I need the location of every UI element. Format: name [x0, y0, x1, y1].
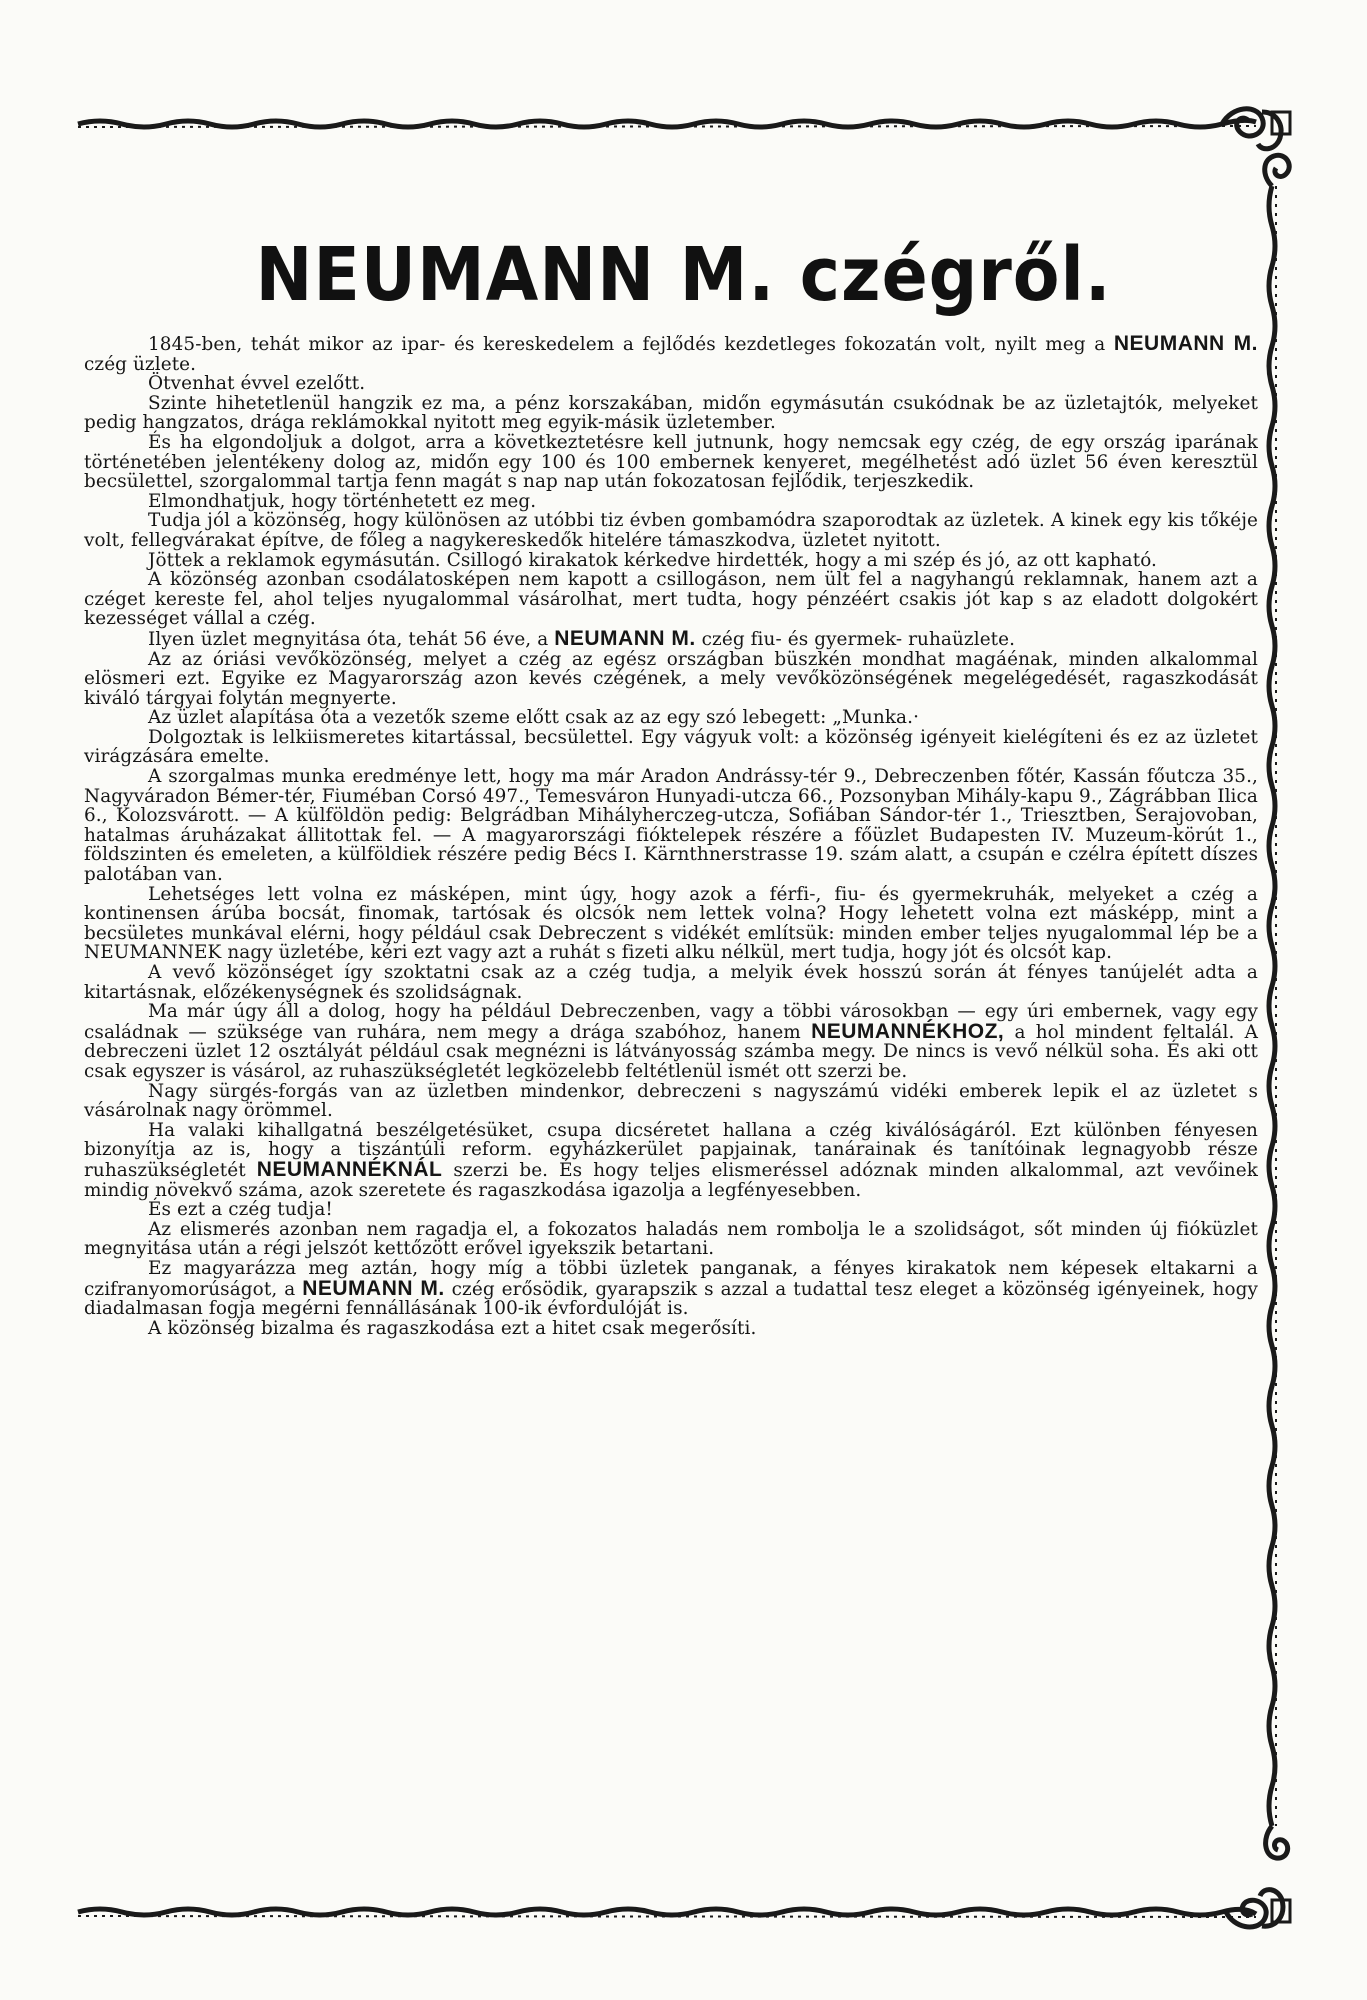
article-paragraph: Tudja jól a közönség, hogy különösen az utóbbi tiz évben gombamódra szaporodtak az üzletek. A kinek egy kis tőkéje volt, fellegvárakat építve, de főleg a nagykereskedők hitelére támaszkodva, üzletet nyitott.: [84, 510, 1258, 551]
paragraph-text: czég fiu- és gyermek- ruhaüzlete.: [695, 628, 1016, 650]
article-paragraph: Az üzlet alapítása óta a vezetők szeme előtt csak az az egy szó lebegett: „Munka.·: [148, 707, 920, 729]
paragraph-text: Ilyen üzlet megnyitása óta, tehát 56 éve, a: [148, 628, 555, 650]
article-paragraph: [84, 1121, 1258, 1200]
article-paragraph: Jöttek a reklamok egymásután. Csillogó kirakatok kérkedve hirdették, hogy a mi szép és jó, az ott kapható.: [148, 549, 1158, 571]
article-paragraph: Szinte hihetetlenül hangzik ez ma, a pénz korszakában, midőn egymásután csukódnak be az üzletajtók, melyeket pedig hangzatos, drága reklámokkal nyitott meg egyik-másik üzletember.: [84, 392, 1258, 434]
paragraph-text: czég üzlete.: [84, 353, 197, 375]
company-name: NEUMANN M.: [302, 1276, 445, 1300]
article-paragraph: És ha elgondoljuk a dolgot, arra a következtetésre kell jutnunk, hogy nemcsak egy czég, de egy ország iparának történetében jelentékeny dolog az, midőn egy 100 és 100 embernek kenyeret, megélhetést adó üzlet 56 éven keresztül becsülettel, szorgalommal tartja fenn magát s nap nap után fokozatosan fejlődik, terjeszkedik.: [84, 431, 1258, 493]
company-name: NEUMANN M.: [1113, 332, 1258, 355]
paragraph-text: a hol mindent feltalál. A debreczeni üzlet 12 osztályát például csak megnézni is látványosság számba megy. De nincs is vevő nélkül soha. És aki ott csak egyszer is vásárol, az ruhaszükségletét legközelebb feltétlenül ismét ott szerzi be.: [84, 1021, 1258, 1082]
article-paragraph: A vevő közönséget így szoktatni csak az a czég tudja, a melyik évek hosszú során át fényes tanújelét adta a kitartásnak, előzékenységnek és szolidságnak.: [84, 962, 1258, 1003]
company-name: NEUMANNÉKNÁL: [256, 1157, 443, 1181]
paragraph-text: 1845-ben, tehát mikor az ipar- és kereskedelem a fejlődés kezdetleges fokozatán volt, nyilt meg a: [148, 334, 1114, 355]
article-paragraph: Az az óriási vevőközönség, melyet a czég az egész országban büszkén mondhat magáénak, minden alkalommal elösmeri ezt. Egyike ez Magyarország azon kevés czégének, a mely vevőközönségének megelégedését, ragaszkodását kiváló tárgyai folytán megnyerte.: [84, 648, 1258, 709]
article-paragraph: A közönség azonban csodálatosképen nem kapott a csillogáson, nem ült fel a nagyhangú reklamnak, hanem azt a czéget kereste fel, ahol teljes nyugalommal vásárolhat, mert tudta, hogy pénzéért csakis jót kap s az eladott dolgokért kezességet vállal a czég.: [84, 569, 1258, 630]
company-name: NEUMANNÉKHOZ,: [811, 1019, 1005, 1043]
paragraph-text: Ma már úgy áll a dolog, hogy ha például Debreczenben, vagy a többi városokban — egy úri embernek, vagy egy családnak — szüksége van ruhára, nem megy a drága szabóhoz, hanem: [84, 1001, 1258, 1043]
article-paragraph: Elmondhatjuk, hogy történhetett ez meg.: [148, 490, 537, 512]
article-paragraph: [84, 334, 1258, 374]
paragraph-text: szerzi be. És hogy teljes elismeréssel adóznak minden alkalommal, azt vevőinek mindig növekvő száma, azok szeretete és ragaszkodása igazolja a legfényesebben.: [84, 1159, 1258, 1201]
article-paragraph: [84, 1259, 1258, 1319]
article-paragraph: A közönség bizalma és ragaszkodása ezt a hitet csak megerősíti.: [148, 1317, 757, 1339]
article-paragraph: [84, 626, 1258, 650]
article-paragraph: És ezt a czég tudja!: [148, 1199, 333, 1221]
article-body: [84, 334, 1258, 1338]
paragraph-text: Ez magyarázza meg aztán, hogy míg a többi üzletek panganak, a fényes kirakatok nem képesek eltakarni a czifranyomorúságot, a: [84, 1257, 1258, 1300]
article-paragraph: Ötvenhat évvel ezelőtt.: [148, 373, 366, 395]
article-paragraph: Az elismerés azonban nem ragadja el, a fokozatos haladás nem rombolja le a szolidságot, sőt minden új fióküzlet megnyitása után a régi jelszót kettőzött erővel igyekszik betartani.: [84, 1218, 1258, 1260]
article-paragraph: Nagy sürgés-forgás van az üzletben mindenkor, debreczeni s nagyszámú vidéki emberek lepik el az üzletet s vásárolnak nagy örömmel.: [84, 1080, 1258, 1122]
paragraph-text: czég erősödik, gyarapszik s azzal a tudattal tesz eleget a közönség igényeinek, hogy diadalmasan fogja megérni fennállásának 100-ik évfordulóját is.: [84, 1278, 1258, 1320]
article-paragraph: Lehetséges lett volna ez másképen, mint úgy, hogy azok a férfi-, fiu- és gyermekruhák, melyeket a czég a kontinensen árúba bocsát, finomak, tartósak és olcsók nem lettek volna? Hogy lehetett volna ezt másképp, mint a becsületes munkával elérni, hogy például csak Debreczent s vidékét említsük: minden ember teljes nyugalommal lép be a NEUMANNEK nagy üzletébe, kéri ezt vagy azt a ruhát s fizeti alku nélkül, mert tudja, hogy jót és olcsót kap.: [84, 883, 1258, 964]
paragraph-text: Ha valaki kihallgatná beszélgetésüket, csupa dicséretet hallana a czég kiválóságáról. Ezt különben fényesen bizonyítja az is, hogy a tiszántúli reform. egyházkerület papjainak, tanárainak és tanítóinak legnagyobb része ruhaszükségletét: [84, 1119, 1258, 1181]
article-paragraph: Dolgoztak is lelkiismeretes kitartással, becsülettel. Egy vágyuk volt: a közönség igényeit kielégíteni és ez az üzletet virágzására emelte.: [84, 726, 1258, 768]
article-paragraph: A szorgalmas munka eredménye lett, hogy ma már Aradon Andrássy-tér 9., Debreczenben főtér, Kassán főutcza 35., Nagyváradon Bémer-tér, Fiuméban Corsó 497., Temesváron Hunyadi-utcza 66., Pozsonyban Mihály-kapu 9., Zágrábban Ilica 6., Kolozsvárott. — A külföldön pedig: Belgrádban Mihályherczeg-utcza, Sofiában Sándor-tér 1., Triesztben, Serajovoban, hatalmas áruházakat állitottak fel. — A magyarországi fióktelepek részére a főüzlet Budapesten IV. Muzeum-körút 1., földszinten és emeleten, a külföldiek részére pedig Bécs I. Kärnthnerstrasse 19. szám alatt, a csupán e czélra épített díszes palotában van.: [84, 766, 1258, 886]
page-title: NEUMANN M. czégről.: [255, 232, 1112, 318]
company-name: NEUMANN M.: [554, 626, 696, 650]
article-paragraph: [84, 1002, 1258, 1081]
